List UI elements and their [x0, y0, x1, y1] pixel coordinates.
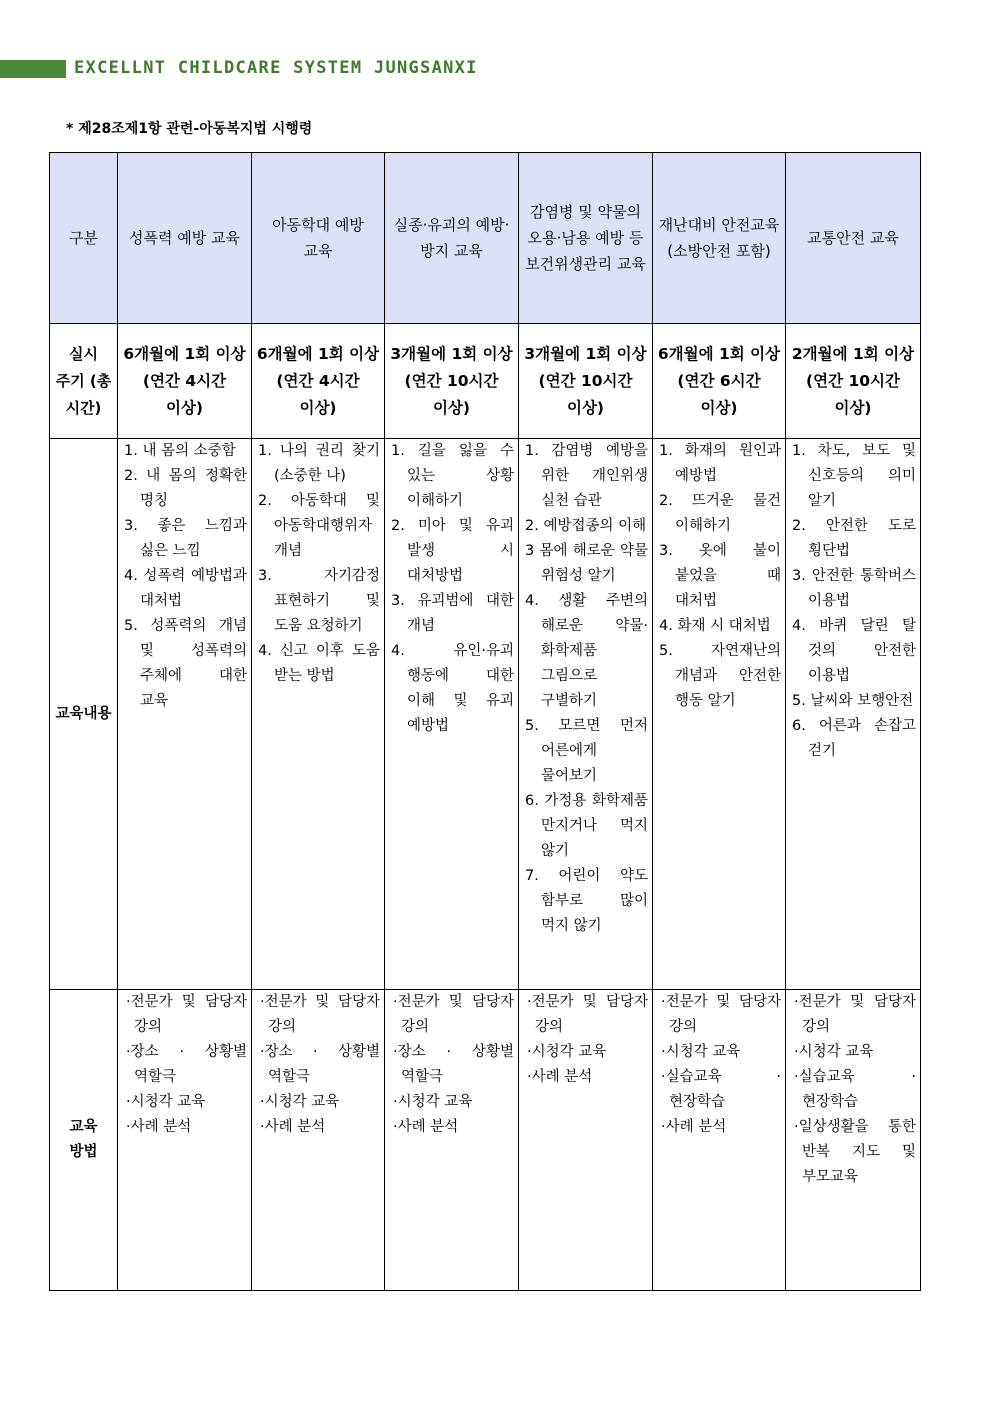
content-item: 1. 내 몸의 소중함 [124, 443, 236, 459]
header-accent-bar [0, 60, 66, 78]
method-item: ·사례 분석 [260, 1119, 326, 1135]
method-item: ·전문가 및 담당자 강의 [794, 994, 916, 1035]
col-header-category: 구분 [50, 153, 118, 324]
table-header-row [50, 153, 921, 324]
col-header: 아동학대 예방 교육 [252, 153, 385, 324]
method-item: ·시청각 교육 [527, 1044, 607, 1060]
method-item: ·장소 · 상황별 역할극 [393, 1044, 514, 1085]
content-item: 2. 내 몸의 정확한 명칭 [124, 468, 247, 509]
content-cell [385, 439, 519, 990]
row-label-period: 실시 주기 (총 시간) [50, 324, 118, 439]
content-item: 3. 옷에 불이 붙었을 때 대처법 [659, 543, 781, 609]
method-cell [118, 990, 252, 1291]
row-label-method: 교육 방법 [50, 990, 118, 1291]
content-item: 7. 어린이 약도 함부로 많이 먹지 않기 [525, 868, 648, 934]
method-item: ·사례 분석 [393, 1119, 459, 1135]
content-item: 1. 감염병 예방을 위한 개인위생 실천 습관 [525, 443, 648, 509]
content-item: 5. 성폭력의 개념 및 성폭력의 주체에 대한 교육 [124, 618, 247, 709]
method-cell [653, 990, 786, 1291]
period-cell: 3개월에 1회 이상 (연간 10시간 이상) [519, 324, 653, 439]
method-item: ·장소 · 상황별 역할극 [126, 1044, 247, 1085]
content-item: 5. 모르면 먼저 어른에게 물어보기 [525, 718, 648, 784]
content-item: 3 몸에 해로운 약물 위험성 알기 [525, 543, 648, 584]
method-item: ·시청각 교육 [794, 1044, 874, 1060]
method-item: ·전문가 및 담당자 강의 [527, 994, 648, 1035]
period-cell: 3개월에 1회 이상 (연간 10시간 이상) [385, 324, 519, 439]
content-item: 1. 화재의 원인과 예방법 [659, 443, 781, 484]
content-cell [252, 439, 385, 990]
content-item: 6. 가정용 화학제품 만지거나 먹지 않기 [525, 793, 648, 859]
content-cell [519, 439, 653, 990]
method-item: ·시청각 교육 [661, 1044, 741, 1060]
col-header: 교통안전 교육 [786, 153, 921, 324]
content-item: 1. 나의 권리 찾기 (소중한 나) [258, 443, 380, 484]
content-item: 3. 유괴범에 대한 개념 [391, 593, 514, 634]
method-cell [519, 990, 653, 1291]
content-item: 1. 차도, 보도 및 신호등의 의미 알기 [792, 443, 916, 509]
method-item: ·전문가 및 담당자 강의 [661, 994, 781, 1035]
content-item: 6. 어른과 손잡고 걷기 [792, 718, 916, 759]
col-header: 재난대비 안전교육 (소방안전 포함) [653, 153, 786, 324]
content-item: 3. 안전한 통학버스 이용법 [792, 568, 916, 609]
content-item: 2. 예방접종의 이해 [525, 518, 647, 534]
method-item: ·사례 분석 [527, 1069, 593, 1085]
period-cell: 6개월에 1회 이상 (연간 4시간 이상) [118, 324, 252, 439]
content-item: 4. 바퀴 달린 탈 것의 안전한 이용법 [792, 618, 916, 684]
content-item: 3. 좋은 느낌과 싫은 느낌 [124, 518, 247, 559]
method-cell [252, 990, 385, 1291]
period-cell: 6개월에 1회 이상 (연간 6시간 이상) [653, 324, 786, 439]
content-item: 2. 뜨거운 물건 이해하기 [659, 493, 781, 534]
method-item: ·시청각 교육 [393, 1094, 473, 1110]
method-row [50, 990, 921, 1291]
method-item: ·전문가 및 담당자 강의 [126, 994, 247, 1035]
period-row [50, 324, 921, 439]
content-item: 3. 자기감정 표현하기 및 도움 요청하기 [258, 568, 380, 634]
content-item: 4. 유인·유괴 행동에 대한 이해 및 유괴 예방법 [391, 643, 514, 734]
content-item: 2. 안전한 도로 횡단법 [792, 518, 916, 559]
method-cell [786, 990, 921, 1291]
method-item: ·장소 · 상황별 역할극 [260, 1044, 380, 1085]
safety-education-table [49, 152, 921, 1291]
period-cell: 6개월에 1회 이상 (연간 4시간 이상) [252, 324, 385, 439]
content-item: 2. 아동학대 및 아동학대행위자 개념 [258, 493, 380, 559]
content-item: 2. 미아 및 유괴 발생 시 대처방법 [391, 518, 514, 584]
method-item: ·전문가 및 담당자 강의 [393, 994, 514, 1035]
content-cell [653, 439, 786, 990]
period-cell: 2개월에 1회 이상 (연간 10시간 이상) [786, 324, 921, 439]
method-item: ·시청각 교육 [260, 1094, 340, 1110]
content-item: 5. 자연재난의 개념과 안전한 행동 알기 [659, 643, 781, 709]
method-item: ·실습교육 · 현장학습 [794, 1069, 916, 1110]
content-item: 4. 성폭력 예방법과 대처법 [124, 568, 247, 609]
content-item: 1. 길을 잃을 수 있는 상황 이해하기 [391, 443, 514, 509]
col-header: 실종·유괴의 예방·방지 교육 [385, 153, 519, 324]
content-cell [786, 439, 921, 990]
content-item: 4. 신고 이후 도움 받는 방법 [258, 643, 380, 684]
method-cell [385, 990, 519, 1291]
method-item: ·사례 분석 [661, 1119, 727, 1135]
method-item: ·사례 분석 [126, 1119, 192, 1135]
method-item: ·전문가 및 담당자 강의 [260, 994, 380, 1035]
col-header: 성폭력 예방 교육 [118, 153, 252, 324]
content-item: 4. 생활 주변의 해로운 약물·화학제품 그림으로 구별하기 [525, 593, 648, 709]
method-item: ·일상생활을 통한 반복 지도 및 부모교육 [794, 1119, 916, 1185]
content-item: 4. 화재 시 대처법 [659, 618, 771, 634]
header-title: EXCELLNT CHILDCARE SYSTEM JUNGSANXI [74, 58, 478, 78]
method-item: ·시청각 교육 [126, 1094, 206, 1110]
row-label-content: 교육내용 [50, 439, 118, 990]
content-cell [118, 439, 252, 990]
law-reference-note: * 제28조제1항 관련-아동복지법 시행령 [66, 121, 313, 137]
content-item: 5. 날씨와 보행안전 [792, 693, 914, 709]
method-item: ·실습교육 · 현장학습 [661, 1069, 781, 1110]
content-row [50, 439, 921, 990]
col-header: 감염병 및 약물의 오용·남용 예방 등 보건위생관리 교육 [519, 153, 653, 324]
